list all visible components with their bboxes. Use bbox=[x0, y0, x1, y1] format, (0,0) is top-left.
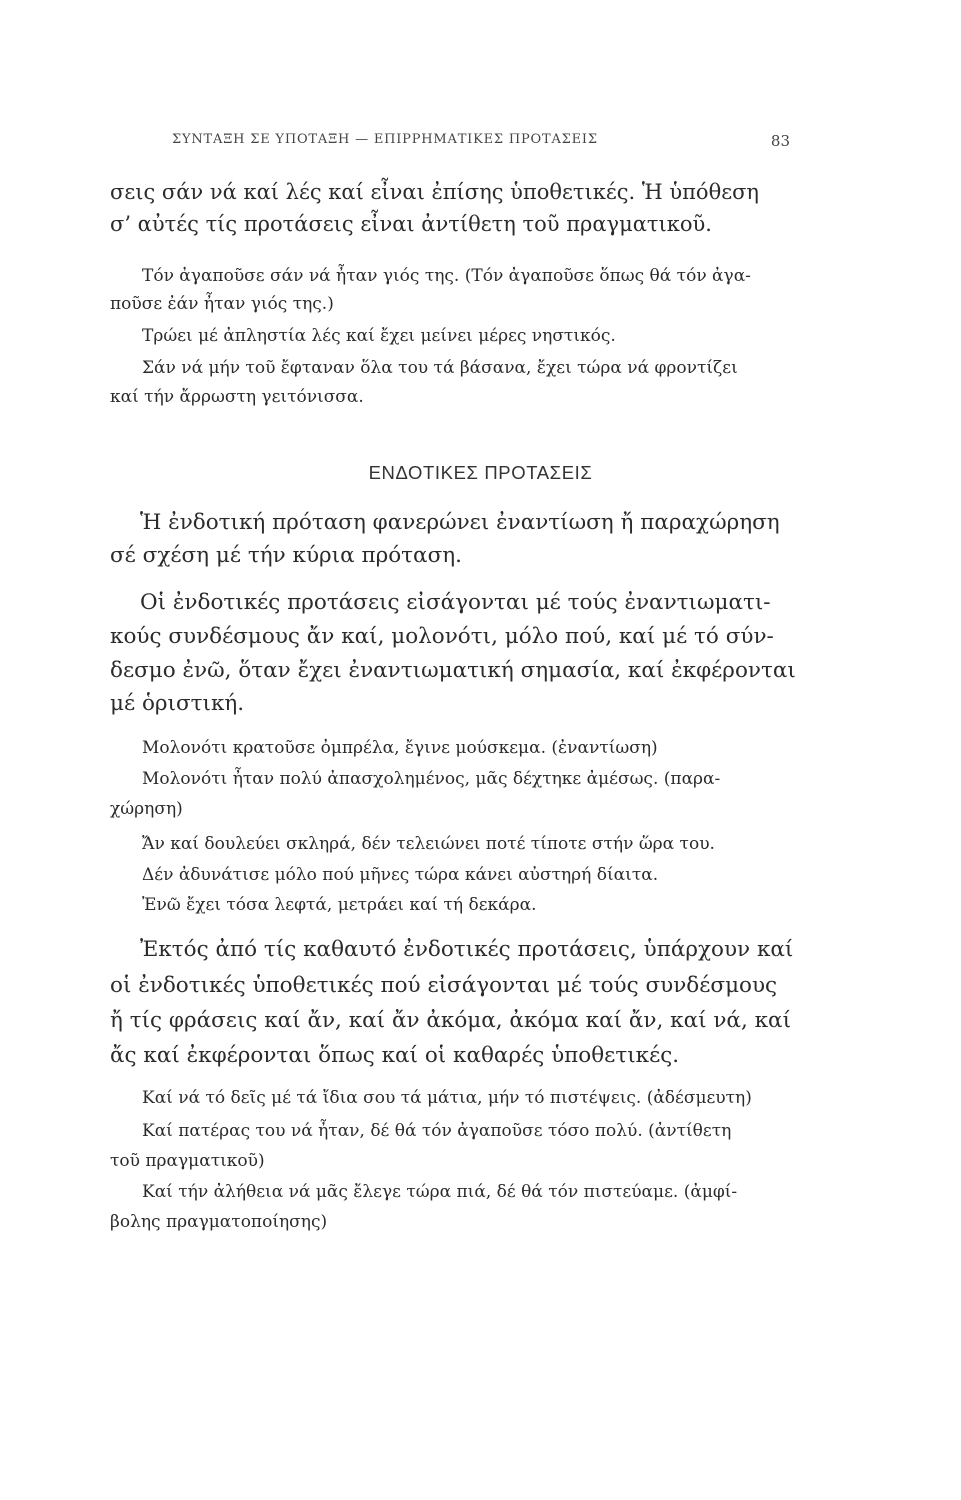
section-heading: ΕΝΔΟΤΙΚΕΣ ΠΡΟΤΑΣΕΙΣ bbox=[368, 462, 593, 483]
example-line: Μολονότι κρατοῦσε ὀμπρέλα, ἔγινε μούσκεμα. (ἐναντίωση) bbox=[142, 738, 658, 758]
running-title: ΣΥΝΤΑΞΗ ΣΕ ΥΠΟΤΑΞΗ — ΕΠΙΡΡΗΜΑΤΙΚΕΣ ΠΡΟΤΑΣΕΙΣ bbox=[172, 132, 598, 147]
definition-line: σέ σχέση μέ τήν κύρια πρόταση. bbox=[110, 543, 462, 568]
page-number: 83 bbox=[770, 132, 790, 150]
example-line: τοῦ πραγματικοῦ) bbox=[110, 1151, 265, 1171]
example-line: Καί πατέρας του νά ἦταν, δέ θά τόν ἀγαποῦσε τόσο πολύ. (ἀντίθετη bbox=[142, 1121, 732, 1141]
paragraph-line: ἤ τίς φράσεις καί ἄν, καί ἄν ἀκόμα, ἀκόμα καί ἄν, καί νά, καί bbox=[110, 1008, 791, 1033]
paragraph-line: οἱ ἐνδοτικές ὑποθετικές πού εἰσάγονται μέ τούς συνδέσμους bbox=[110, 973, 778, 998]
paragraph-line: κούς συνδέσμους ἄν καί, μολονότι, μόλο πού, καί μέ τό σύν- bbox=[110, 624, 774, 649]
example-line: Τόν ἀγαποῦσε σάν νά ἦταν γιός της. (Τόν ἀγαποῦσε ὅπως θά τόν ἀγα- bbox=[142, 266, 751, 286]
example-line: Μολονότι ἦταν πολύ ἀπασχολημένος, μᾶς δέχτηκε ἀμέσως. (παρα- bbox=[142, 769, 721, 789]
paragraph-line: Οἱ ἐνδοτικές προτάσεις εἰσάγονται μέ τούς ἐναντιωματι- bbox=[140, 590, 771, 615]
example-line: Δέν ἀδυνάτισε μόλο πού μῆνες τώρα κάνει αὐστηρή δίαιτα. bbox=[142, 865, 659, 885]
example-line: καί τήν ἄρρωστη γειτόνισσα. bbox=[110, 387, 364, 407]
intro-line-1: σεις σάν νά καί λές καί εἶναι ἐπίσης ὑποθετικές. Ἡ ὑπόθεση bbox=[110, 180, 760, 204]
example-line: Σάν νά μήν τοῦ ἔφταναν ὅλα του τά βάσανα, ἔχει τώρα νά φροντίζει bbox=[142, 358, 738, 378]
paragraph-line: δεσμο ἐνῶ, ὅταν ἔχει ἐναντιωματική σημασία, καί ἐκφέρονται bbox=[110, 658, 796, 683]
definition-line: Ἡ ἐνδοτική πρόταση φανερώνει ἐναντίωση ἤ παραχώρηση bbox=[140, 510, 780, 535]
paragraph-line: Ἐκτός ἀπό τίς καθαυτό ἐνδοτικές προτάσεις, ὑπάρχουν καί bbox=[140, 937, 794, 962]
intro-line-2: σ’ αὐτές τίς προτάσεις εἶναι ἀντίθετη τοῦ πραγματικοῦ. bbox=[110, 212, 712, 236]
example-line: ποῦσε ἐάν ἦταν γιός της.) bbox=[110, 294, 334, 314]
example-line: Καί νά τό δεῖς μέ τά ἴδια σου τά μάτια, μήν τό πιστέψεις. (ἀδέσμευτη) bbox=[142, 1088, 752, 1108]
paragraph-line: μέ ὁριστική. bbox=[110, 691, 245, 716]
paragraph-line: ἄς καί ἐκφέρονται ὅπως καί οἱ καθαρές ὑποθετικές. bbox=[110, 1043, 680, 1068]
example-line: χώρηση) bbox=[110, 799, 183, 819]
example-line: Καί τήν ἀλήθεια νά μᾶς ἔλεγε τώρα πιά, δέ θά τόν πιστεύαμε. (ἀμφί- bbox=[142, 1182, 738, 1202]
example-line: Ἄν καί δουλεύει σκληρά, δέν τελειώνει ποτέ τίποτε στήν ὥρα του. bbox=[142, 834, 715, 854]
example-line: Τρώει μέ ἀπληστία λές καί ἔχει μείνει μέρες νηστικός. bbox=[142, 326, 616, 346]
example-line: Ἐνῶ ἔχει τόσα λεφτά, μετράει καί τή δεκάρα. bbox=[142, 895, 537, 915]
example-line: βολης πραγματοποίησης) bbox=[110, 1212, 328, 1232]
running-header bbox=[162, 132, 790, 154]
